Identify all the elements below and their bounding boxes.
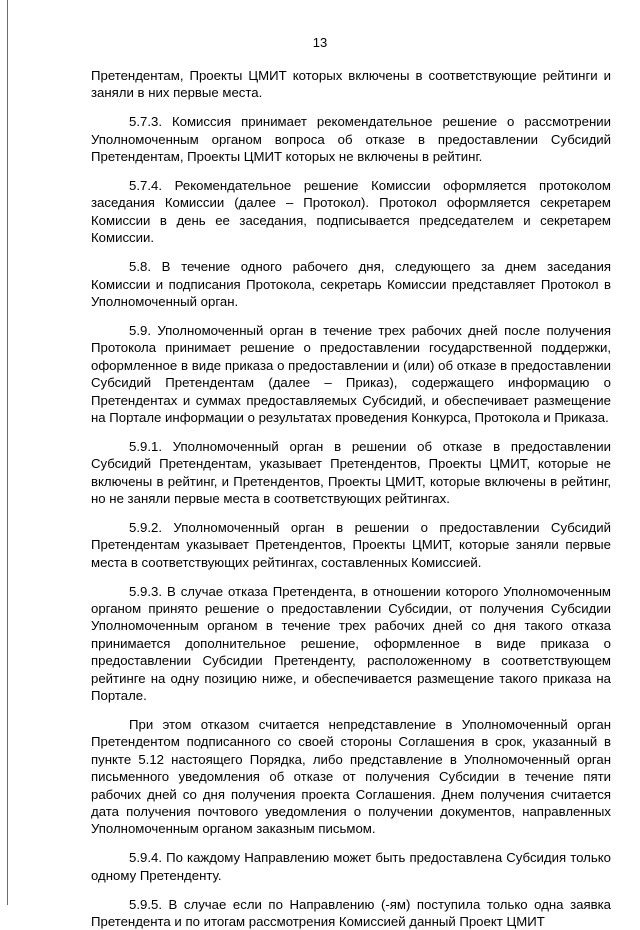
- paragraph-5-9-4: 5.9.4. По каждому Направлению может быть предоставлена Субсидия только одному Претенденту.: [91, 850, 611, 883]
- paragraph-5-9-2: 5.9.2. Уполномоченный орган в решении о предоставлении Субсидий Претендентам указывает Претендентов, Проекты ЦМИТ, которые заняли первые места в соответствующих рейтингах, составленных Комиссией.: [91, 519, 611, 570]
- page-number: 13: [312, 35, 328, 50]
- paragraph-5-9-3: 5.9.3. В случае отказа Претендента, в отношении которого Уполномоченным органом принято решение о предоставлении Субсидии, от получения Субсидии Уполномоченным органом в течение трех рабочих дней со дня такого отказа принимается дополнительное решение, оформленное в виде приказа о предоставлении Субсидии Претенденту, расположенному в соответствующем рейтинге на одну позицию ниже, и обеспечивается размещение такого приказа на Портале.: [91, 583, 611, 704]
- paragraph-5-9: 5.9. Уполномоченный орган в течение трех рабочих дней после получения Протокола принимает решение о предоставлении государственной поддержки, оформленное в виде приказа о предоставлении и (или) об отказе в предоставлении Субсидий Претендентам (далее – Приказ), содержащего информацию о Претендентах и суммах предоставляемых Субсидий, и обеспечивает размещение на Портале информации о результатах проведения Конкурса, Протокола и Приказа.: [91, 322, 611, 425]
- page-edge-line: [7, 0, 8, 905]
- paragraph-5-7-3: 5.7.3. Комиссия принимает рекомендательное решение о рассмотрении Уполномоченным органом вопроса об отказе в предоставлении Субсидий Претендентам, Проекты ЦМИТ которых не включены в рейтинг.: [91, 114, 611, 165]
- paragraph-continuation: Претендентам, Проекты ЦМИТ которых включены в соответствующие рейтинги и заняли в них первые места.: [91, 68, 611, 101]
- paragraph-5-8: 5.8. В течение одного рабочего дня, следующего за днем заседания Комиссии и подписания Протокола, секретарь Комиссии представляет Протокол в Уполномоченный орган.: [91, 259, 611, 309]
- paragraph-refusal-definition: При этом отказом считается непредставление в Уполномоченный орган Претендентом подписанного со своей стороны Соглашения в срок, указанный в пункте 5.12 настоящего Порядка, либо представление в Уполномоченный орган письменного уведомления об отказе от получения Субсидии в течение пяти рабочих дней со дня получения проекта Соглашения. Днем получения считается дата получения почтового уведомления о получении документов, направленных Уполномоченным органом заказным письмом.: [91, 717, 611, 837]
- document-body: [91, 67, 611, 930]
- paragraph-5-7-4: 5.7.4. Рекомендательное решение Комиссии оформляется протоколом заседания Комиссии (далее – Протокол). Протокол оформляется секретарем Комиссии в день ее заседания, подписывается председателем и секретарем Комиссии.: [91, 178, 611, 246]
- paragraph-5-9-1: 5.9.1. Уполномоченный орган в решении об отказе в предоставлении Субсидий Претендентам, указывает Претендентов, Проекты ЦМИТ, которые не включены в рейтинг, и Претендентов, Проекты ЦМИТ, которые включены в рейтинг, но не заняли первые места в соответствующих рейтингах.: [91, 438, 611, 507]
- paragraph-5-9-5: 5.9.5. В случае если по Направлению (-ям) поступила только одна заявка Претендента и по итогам рассмотрения Комиссией данный Проект ЦМИТ: [91, 896, 611, 930]
